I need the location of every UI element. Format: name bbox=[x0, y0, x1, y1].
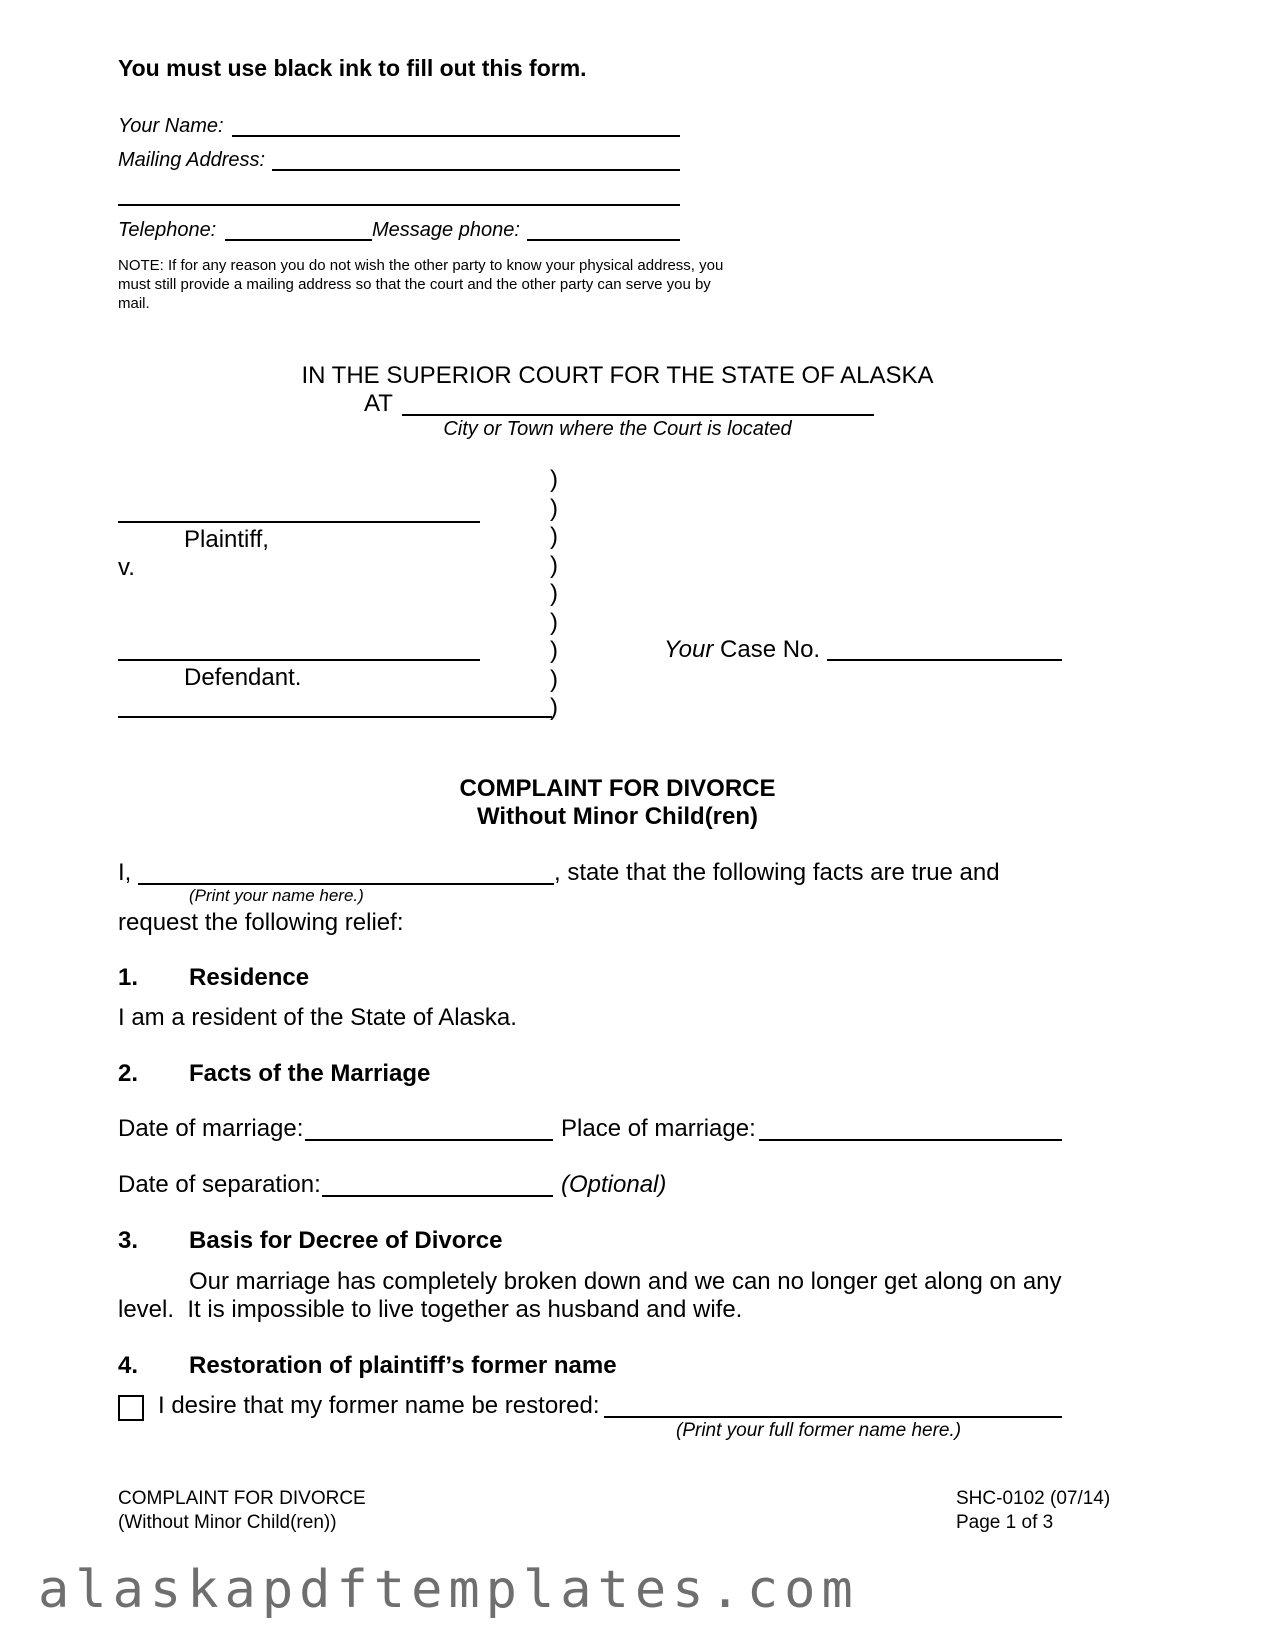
case-number-prefix: Your bbox=[664, 636, 714, 663]
former-name-hint: (Print your full former name here.) bbox=[676, 1420, 962, 1441]
court-at-label: AT bbox=[364, 390, 393, 417]
address-note: NOTE: If for any reason you do not wish the other party to know your physical address, you must still provide a mailing address so that the court and the other party can serve you by mail. bbox=[118, 257, 724, 312]
caption-paren: ) bbox=[550, 494, 558, 522]
intro-name-hint: (Print your name here.) bbox=[189, 886, 364, 905]
plaintiff-name-field[interactable] bbox=[118, 521, 480, 523]
versus-label: v. bbox=[118, 554, 135, 581]
date-of-separation-label: Date of separation: bbox=[118, 1171, 321, 1198]
caption-paren: ) bbox=[550, 551, 558, 579]
form-code: SHC-0102 (07/14) bbox=[956, 1488, 1111, 1509]
section-1-title: Residence bbox=[189, 964, 310, 991]
date-of-marriage-label: Date of marriage: bbox=[118, 1115, 304, 1142]
place-of-marriage-label: Place of marriage: bbox=[561, 1115, 756, 1142]
section-3-title: Basis for Decree of Divorce bbox=[189, 1227, 503, 1254]
caption-paren: ) bbox=[550, 580, 558, 607]
caption-paren: ) bbox=[550, 523, 558, 550]
intro-suffix: , state that the following facts are true and bbox=[554, 859, 1000, 886]
basis-statement-line2: level. It is impossible to live together as husband and wife. bbox=[118, 1296, 743, 1323]
case-number-field[interactable] bbox=[827, 659, 1062, 661]
defendant-label: Defendant. bbox=[184, 664, 302, 691]
page-number: Page 1 of 3 bbox=[956, 1512, 1054, 1533]
document-title: COMPLAINT FOR DIVORCE bbox=[459, 775, 776, 802]
document-subtitle: Without Minor Child(ren) bbox=[476, 803, 759, 830]
court-location-field[interactable] bbox=[402, 414, 874, 416]
intro-continuation: request the following relief: bbox=[118, 909, 404, 936]
section-3-number: 3. bbox=[118, 1227, 139, 1254]
caption-paren: ) bbox=[550, 637, 558, 664]
section-2-title: Facts of the Marriage bbox=[189, 1060, 431, 1087]
telephone-label: Telephone: bbox=[118, 219, 217, 241]
defendant-name-field[interactable] bbox=[118, 659, 480, 661]
date-of-marriage-field[interactable] bbox=[305, 1139, 553, 1141]
restore-former-name-checkbox[interactable] bbox=[118, 1395, 144, 1421]
mailing-address-field[interactable] bbox=[272, 169, 680, 171]
mailing-address-field-line2[interactable] bbox=[118, 204, 680, 206]
plaintiff-label: Plaintiff, bbox=[184, 526, 269, 553]
case-number-label bbox=[664, 636, 820, 664]
section-2-number: 2. bbox=[118, 1060, 139, 1087]
caption-paren-column bbox=[550, 466, 558, 723]
site-watermark: alaskapdftemplates.com bbox=[38, 1560, 859, 1620]
your-name-label: Your Name: bbox=[118, 115, 224, 137]
section-1-number: 1. bbox=[118, 964, 139, 991]
court-location-hint: City or Town where the Court is located bbox=[443, 418, 792, 440]
telephone-field[interactable] bbox=[225, 239, 372, 241]
case-number-text: Case No. bbox=[720, 636, 821, 663]
section-4-number: 4. bbox=[118, 1352, 139, 1379]
footer-title: COMPLAINT FOR DIVORCE bbox=[118, 1488, 366, 1509]
restore-former-name-label: I desire that my former name be restored: bbox=[158, 1392, 600, 1419]
caption-paren: ) bbox=[550, 466, 558, 493]
ink-instruction: You must use black ink to fill out this form. bbox=[118, 55, 587, 81]
intro-prefix: I, bbox=[118, 859, 132, 886]
caption-bottom-rule bbox=[118, 716, 552, 718]
caption-paren: ) bbox=[550, 694, 558, 721]
message-phone-field[interactable] bbox=[527, 239, 680, 241]
former-name-field[interactable] bbox=[604, 1416, 1062, 1418]
date-of-separation-field[interactable] bbox=[322, 1195, 553, 1197]
footer-subtitle: (Without Minor Child(ren)) bbox=[118, 1512, 337, 1533]
separation-optional-note: (Optional) bbox=[561, 1171, 667, 1198]
plaintiff-print-name-field[interactable] bbox=[138, 883, 554, 885]
place-of-marriage-field[interactable] bbox=[759, 1139, 1062, 1141]
mailing-address-label: Mailing Address: bbox=[118, 149, 266, 171]
caption-paren: ) bbox=[550, 608, 558, 636]
your-name-field[interactable] bbox=[232, 135, 680, 137]
court-title: IN THE SUPERIOR COURT FOR THE STATE OF ALASKA bbox=[301, 362, 934, 389]
caption-paren: ) bbox=[550, 665, 558, 693]
residence-statement: I am a resident of the State of Alaska. bbox=[118, 1004, 517, 1031]
section-4-title: Restoration of plaintiff’s former name bbox=[189, 1352, 617, 1379]
message-phone-label: Message phone: bbox=[372, 219, 520, 241]
basis-statement-line1: Our marriage has completely broken down and we can no longer get along on any bbox=[189, 1268, 1062, 1295]
